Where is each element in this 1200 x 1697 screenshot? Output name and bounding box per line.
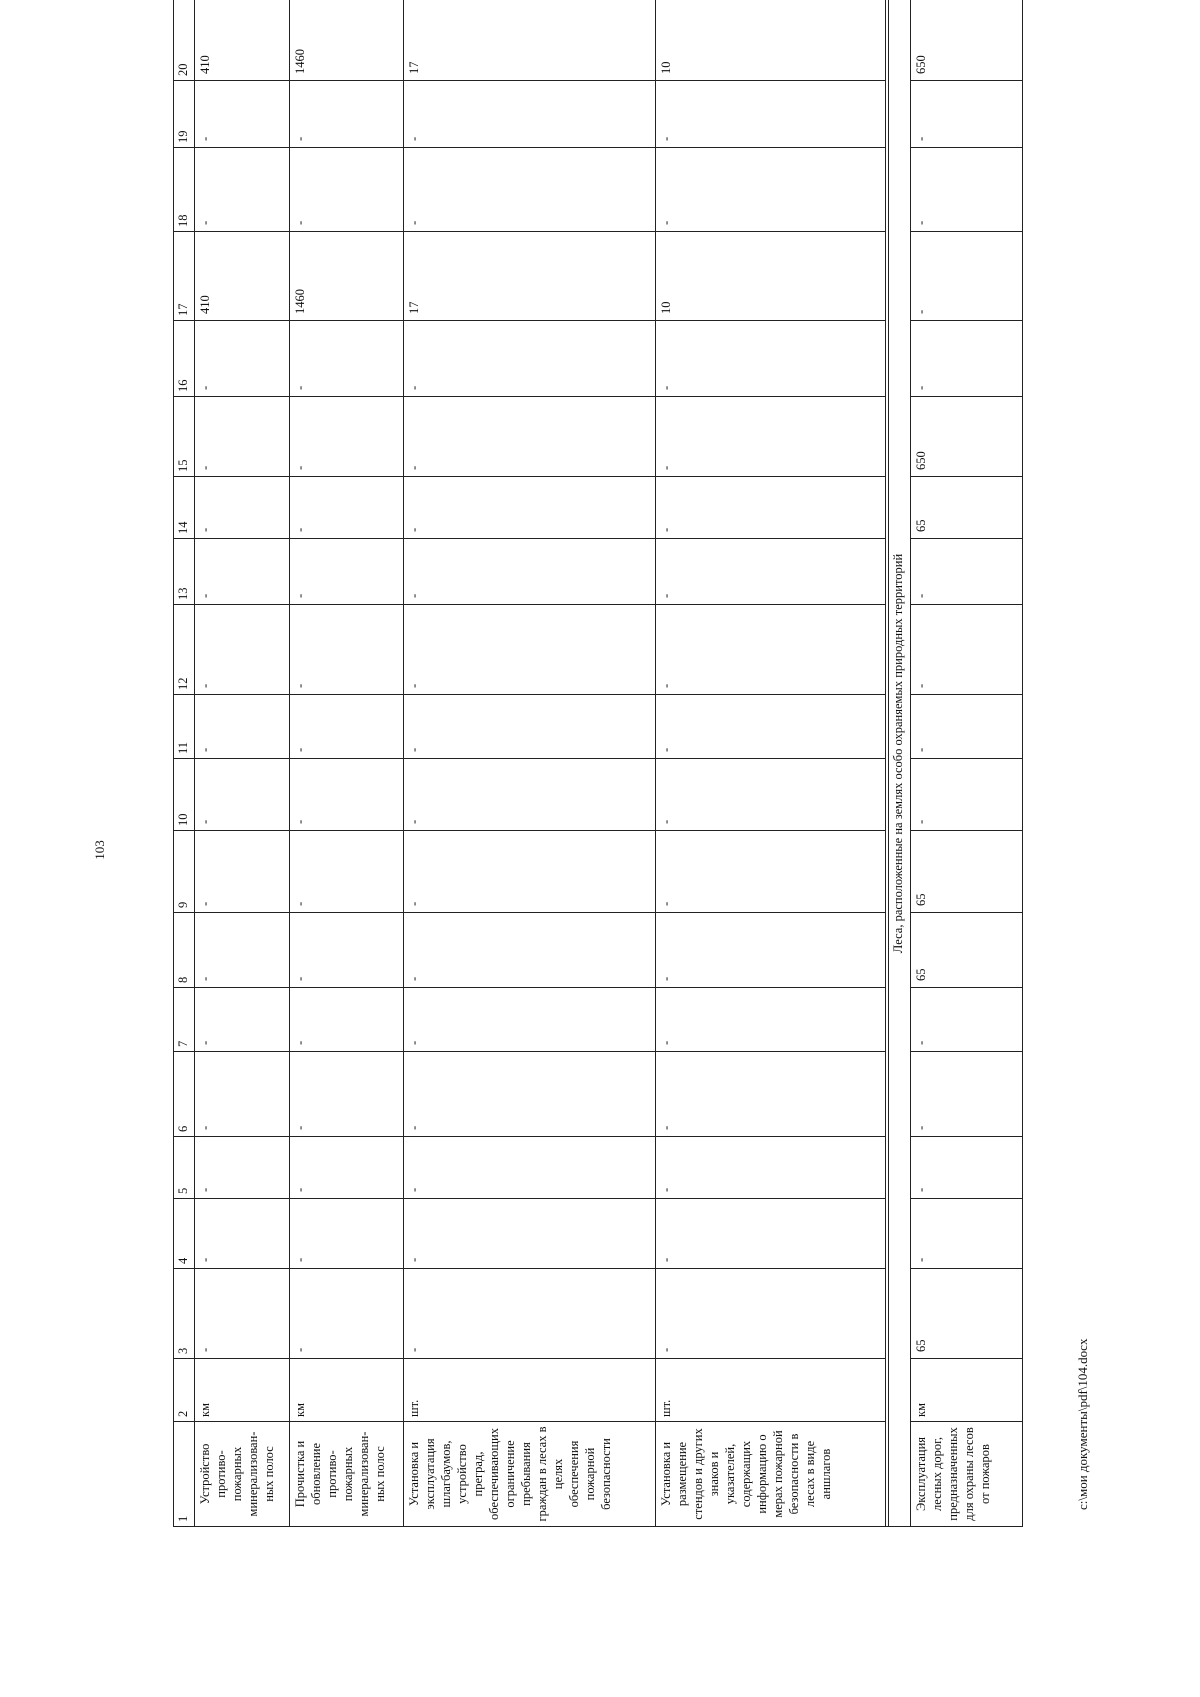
value-cell: - <box>195 539 290 605</box>
value-cell: - <box>403 831 655 913</box>
value-cell: - <box>195 148 290 232</box>
value-cell: 10 <box>656 232 886 321</box>
value-cell: - <box>910 605 1022 695</box>
value-cell: - <box>290 148 403 232</box>
value-cell: - <box>656 695 886 759</box>
column-header: 14 <box>174 477 195 539</box>
value-cell: - <box>656 988 886 1052</box>
value-cell: 650 <box>910 397 1022 477</box>
value-cell: - <box>656 605 886 695</box>
value-cell: 410 <box>195 0 290 81</box>
column-header: 2 <box>174 1359 195 1422</box>
unit-cell: шт. <box>656 1359 886 1422</box>
column-number-row <box>174 0 195 1527</box>
value-cell: - <box>290 831 403 913</box>
value-cell: - <box>290 539 403 605</box>
value-cell: - <box>403 81 655 148</box>
value-cell: - <box>656 1052 886 1137</box>
value-cell: - <box>403 759 655 831</box>
value-cell: - <box>656 321 886 397</box>
value-cell: - <box>656 397 886 477</box>
value-cell: - <box>195 397 290 477</box>
value-cell: - <box>403 148 655 232</box>
value-cell: - <box>195 831 290 913</box>
value-cell: - <box>195 913 290 988</box>
table-row <box>195 0 290 1527</box>
value-cell: - <box>910 539 1022 605</box>
value-cell: - <box>403 321 655 397</box>
value-cell: - <box>656 1137 886 1199</box>
column-header: 9 <box>174 831 195 913</box>
value-cell: - <box>195 81 290 148</box>
table-row <box>656 0 886 1527</box>
value-cell: - <box>910 1052 1022 1137</box>
row-name-cell: Устройство противо-пожарных минерализован-ных полос <box>195 1422 290 1527</box>
page-number: 103 <box>91 840 107 860</box>
value-cell: - <box>195 1269 290 1359</box>
column-header: 6 <box>174 1052 195 1137</box>
footer-path-text: c:\мои документы\pdf\104.docx <box>1075 1338 1090 1510</box>
column-header: 3 <box>174 1269 195 1359</box>
column-header: 15 <box>174 397 195 477</box>
value-cell: 17 <box>403 232 655 321</box>
row-name-cell: Установка и эксплуатация шлагбаумов, устройство преград, обеспечивающих ограничение пребывания граждан в лесах в целях обеспечения пожарной безопасности <box>403 1422 655 1527</box>
value-cell: - <box>656 1199 886 1269</box>
value-cell: - <box>656 81 886 148</box>
value-cell: 65 <box>910 831 1022 913</box>
value-cell: - <box>290 81 403 148</box>
value-cell: - <box>195 1052 290 1137</box>
value-cell: - <box>290 1199 403 1269</box>
value-cell: - <box>290 913 403 988</box>
value-cell: 17 <box>403 0 655 81</box>
value-cell: - <box>290 397 403 477</box>
value-cell: - <box>403 913 655 988</box>
value-cell: - <box>910 988 1022 1052</box>
table-sheet <box>173 37 1023 1527</box>
value-cell: - <box>195 1137 290 1199</box>
value-cell: - <box>910 81 1022 148</box>
value-cell: - <box>910 148 1022 232</box>
value-cell: - <box>403 1137 655 1199</box>
value-cell: - <box>910 695 1022 759</box>
value-cell: - <box>195 695 290 759</box>
table-row <box>910 0 1022 1527</box>
value-cell: 1460 <box>290 232 403 321</box>
value-cell: - <box>290 1269 403 1359</box>
data-table <box>173 0 1023 1527</box>
value-cell: - <box>403 695 655 759</box>
section-heading-row <box>889 0 910 1527</box>
value-cell: 65 <box>910 477 1022 539</box>
value-cell: - <box>910 1199 1022 1269</box>
value-cell: - <box>290 988 403 1052</box>
column-header: 13 <box>174 539 195 605</box>
value-cell: 1460 <box>290 0 403 81</box>
value-cell: - <box>403 477 655 539</box>
value-cell: - <box>290 1052 403 1137</box>
value-cell: - <box>195 988 290 1052</box>
unit-cell: шт. <box>403 1359 655 1422</box>
value-cell: - <box>910 232 1022 321</box>
value-cell: - <box>656 1269 886 1359</box>
unit-cell: км <box>910 1359 1022 1422</box>
value-cell: 410 <box>195 232 290 321</box>
value-cell: 65 <box>910 1269 1022 1359</box>
value-cell: - <box>195 605 290 695</box>
column-header: 10 <box>174 759 195 831</box>
column-header: 7 <box>174 988 195 1052</box>
value-cell: 10 <box>656 0 886 81</box>
column-header: 19 <box>174 81 195 148</box>
value-cell: - <box>290 605 403 695</box>
value-cell: - <box>290 1137 403 1199</box>
table-row <box>403 0 655 1527</box>
value-cell: - <box>195 477 290 539</box>
column-header: 1 <box>174 1422 195 1527</box>
value-cell: - <box>195 1199 290 1269</box>
value-cell: - <box>656 913 886 988</box>
value-cell: - <box>910 321 1022 397</box>
column-header: 16 <box>174 321 195 397</box>
column-header: 11 <box>174 695 195 759</box>
value-cell: 65 <box>910 913 1022 988</box>
value-cell: 650 <box>910 0 1022 81</box>
value-cell: - <box>403 1269 655 1359</box>
value-cell: - <box>195 759 290 831</box>
table-row <box>290 0 403 1527</box>
value-cell: - <box>656 831 886 913</box>
value-cell: - <box>910 1137 1022 1199</box>
table-body <box>195 0 1023 1527</box>
column-header: 20 <box>174 0 195 81</box>
rotated-table-container <box>173 37 1023 1527</box>
value-cell: - <box>656 477 886 539</box>
unit-cell: км <box>290 1359 403 1422</box>
value-cell: - <box>656 539 886 605</box>
column-header: 8 <box>174 913 195 988</box>
unit-cell: км <box>195 1359 290 1422</box>
value-cell: - <box>195 321 290 397</box>
value-cell: - <box>910 759 1022 831</box>
row-name-cell: Установка и размещение стендов и других знаков и указателей, содержащих информацию о мерах пожарной безопасности в лесах в виде аншлагов <box>656 1422 886 1527</box>
value-cell: - <box>403 988 655 1052</box>
value-cell: - <box>290 759 403 831</box>
row-name-cell: Прочистка и обновление противо-пожарных минерализован-ных полос <box>290 1422 403 1527</box>
column-header: 5 <box>174 1137 195 1199</box>
value-cell: - <box>290 321 403 397</box>
column-header: 12 <box>174 605 195 695</box>
column-header: 17 <box>174 232 195 321</box>
value-cell: - <box>290 695 403 759</box>
section-title: Леса, расположенные на землях особо охраняемых природных территорий <box>889 0 910 1527</box>
value-cell: - <box>403 605 655 695</box>
column-header: 4 <box>174 1199 195 1269</box>
row-name-cell: Эксплуатация лесных дорог, предназначенных для охраны лесов от пожаров <box>910 1422 1022 1527</box>
value-cell: - <box>403 1052 655 1137</box>
value-cell: - <box>290 477 403 539</box>
value-cell: - <box>656 759 886 831</box>
value-cell: - <box>403 397 655 477</box>
value-cell: - <box>403 539 655 605</box>
value-cell: - <box>403 1199 655 1269</box>
value-cell: - <box>656 148 886 232</box>
column-header: 18 <box>174 148 195 232</box>
